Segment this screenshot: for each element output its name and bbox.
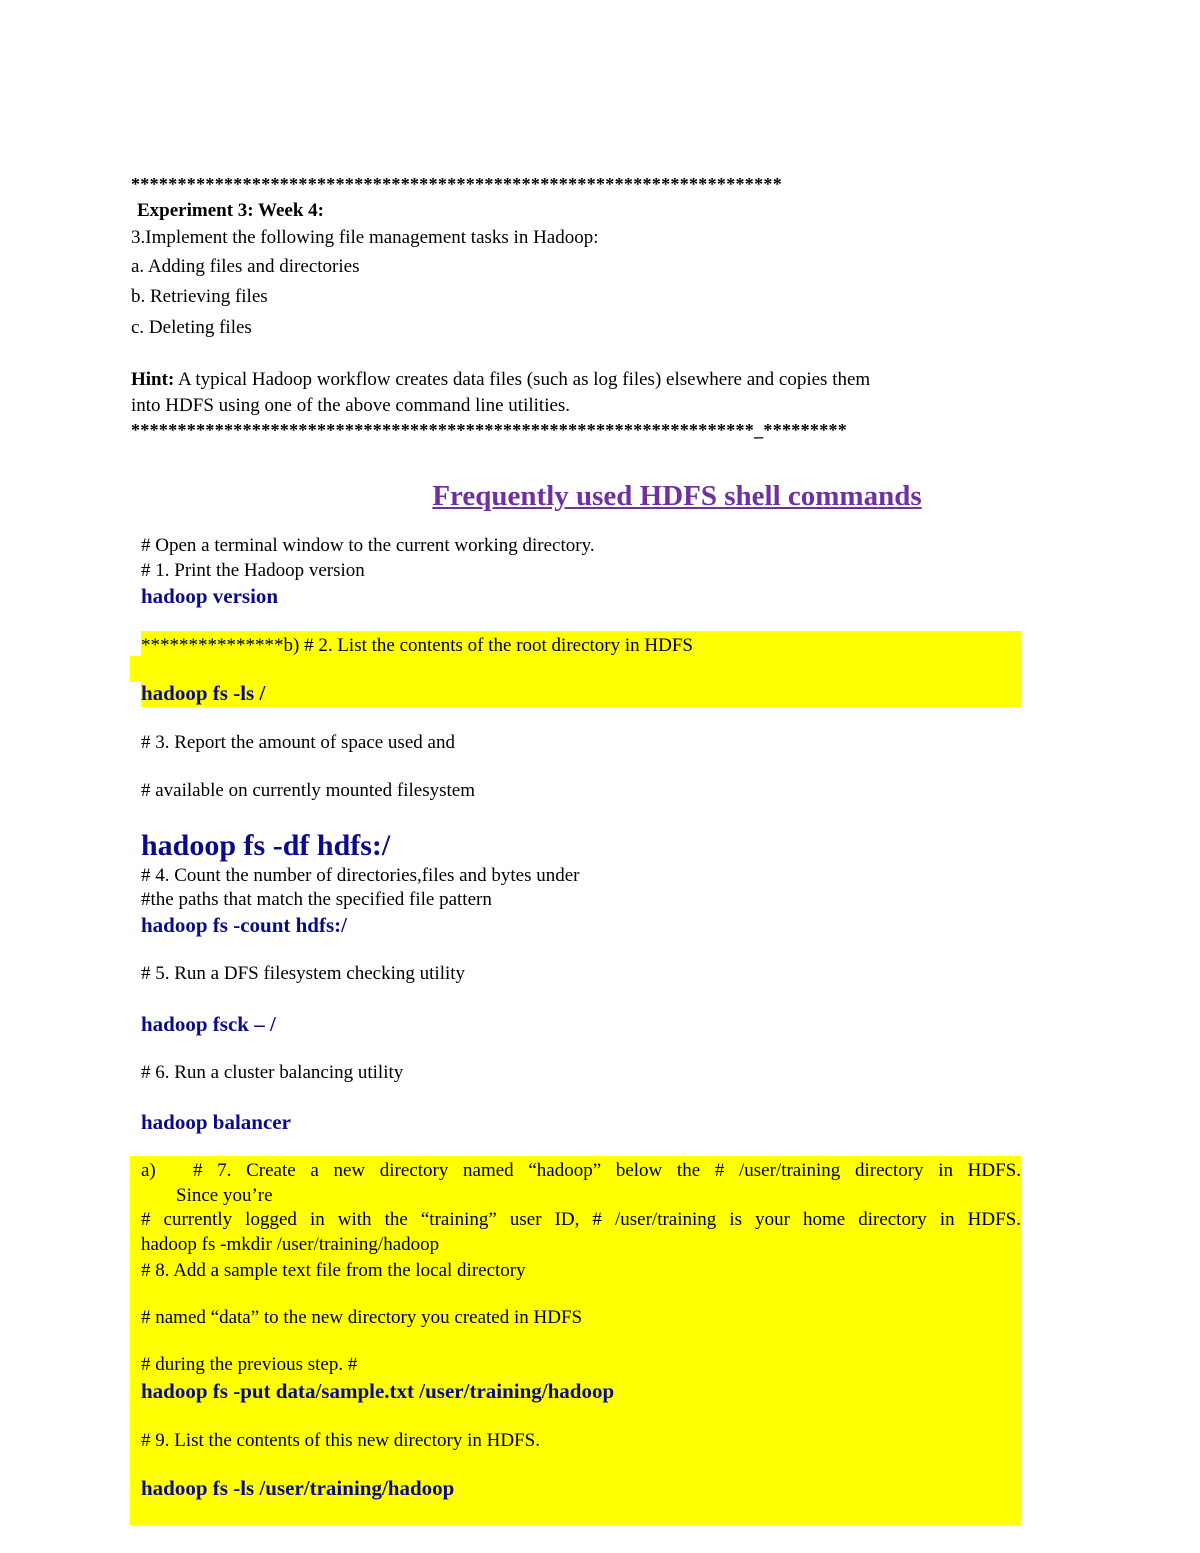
experiment-title: Experiment 3: Week 4:: [137, 200, 324, 221]
comment-put-1: # 8. Add a sample text file from the local directory: [141, 1260, 526, 1281]
comment-mkdir-3: # currently logged in with the “training” user ID, # /user/training is your home directory in HDFS.: [141, 1209, 1021, 1230]
command-mkdir: hadoop fs -mkdir /user/training/hadoop: [141, 1234, 440, 1255]
list-marker-a: a): [141, 1160, 156, 1181]
comment-count-1: # 4. Count the number of directories,files and bytes under: [141, 865, 580, 886]
stars-divider-top: **********************************************************************: [131, 174, 782, 194]
hint-label: Hint:: [131, 369, 175, 390]
section-title: Frequently used HDFS shell commands: [432, 480, 922, 512]
command-ls-new-dir: hadoop fs -ls /user/training/hadoop: [141, 1476, 455, 1500]
comment-fsck: # 5. Run a DFS filesystem checking utility: [141, 963, 466, 984]
command-count: hadoop fs -count hdfs:/: [141, 913, 347, 937]
task-intro: 3.Implement the following file management tasks in Hadoop:: [131, 227, 599, 248]
command-hadoop-version: hadoop version: [141, 584, 279, 608]
comment-report-space-2: # available on currently mounted filesystem: [141, 780, 475, 801]
stars-divider-bottom: *******************************************************************_*********: [131, 420, 848, 440]
comment-balancer: # 6. Run a cluster balancing utility: [141, 1062, 404, 1083]
task-item-c: c. Deleting files: [131, 317, 252, 338]
comment-mkdir-2: Since you’re: [176, 1185, 273, 1206]
comment-print-version: # 1. Print the Hadoop version: [141, 560, 365, 581]
comment-report-space-1: # 3. Report the amount of space used and: [141, 732, 455, 753]
hint-paragraph: [131, 368, 870, 392]
command-put: hadoop fs -put data/sample.txt /user/training/hadoop: [141, 1379, 615, 1403]
command-df: hadoop fs -df hdfs:/: [141, 829, 391, 862]
comment-put-3: # during the previous step. #: [141, 1354, 358, 1375]
command-ls-root: hadoop fs -ls /: [141, 681, 266, 705]
comment-open-terminal: # Open a terminal window to the current working directory.: [141, 535, 595, 556]
comment-put-2: # named “data” to the new directory you created in HDFS: [141, 1307, 583, 1328]
task-item-a: a. Adding files and directories: [131, 256, 360, 277]
task-item-b: b. Retrieving files: [131, 286, 268, 307]
comment-ls-new-dir: # 9. List the contents of this new directory in HDFS.: [141, 1430, 540, 1451]
highlight-notch-ls-root: [130, 656, 142, 682]
comment-mkdir-1: # 7. Create a new directory named “hadoop” below the # /user/training directory in HDFS.: [193, 1160, 1021, 1181]
hint-text-line-1: A typical Hadoop workflow creates data files (such as log files) elsewhere and copies them: [174, 369, 871, 390]
comment-count-2: #the paths that match the specified file pattern: [141, 889, 492, 910]
comment-list-root: ***************b) # 2. List the contents of the root directory in HDFS: [141, 635, 693, 656]
command-fsck: hadoop fsck – /: [141, 1012, 276, 1036]
hint-text-line-2: into HDFS using one of the above command line utilities.: [131, 395, 571, 416]
command-balancer: hadoop balancer: [141, 1110, 291, 1134]
